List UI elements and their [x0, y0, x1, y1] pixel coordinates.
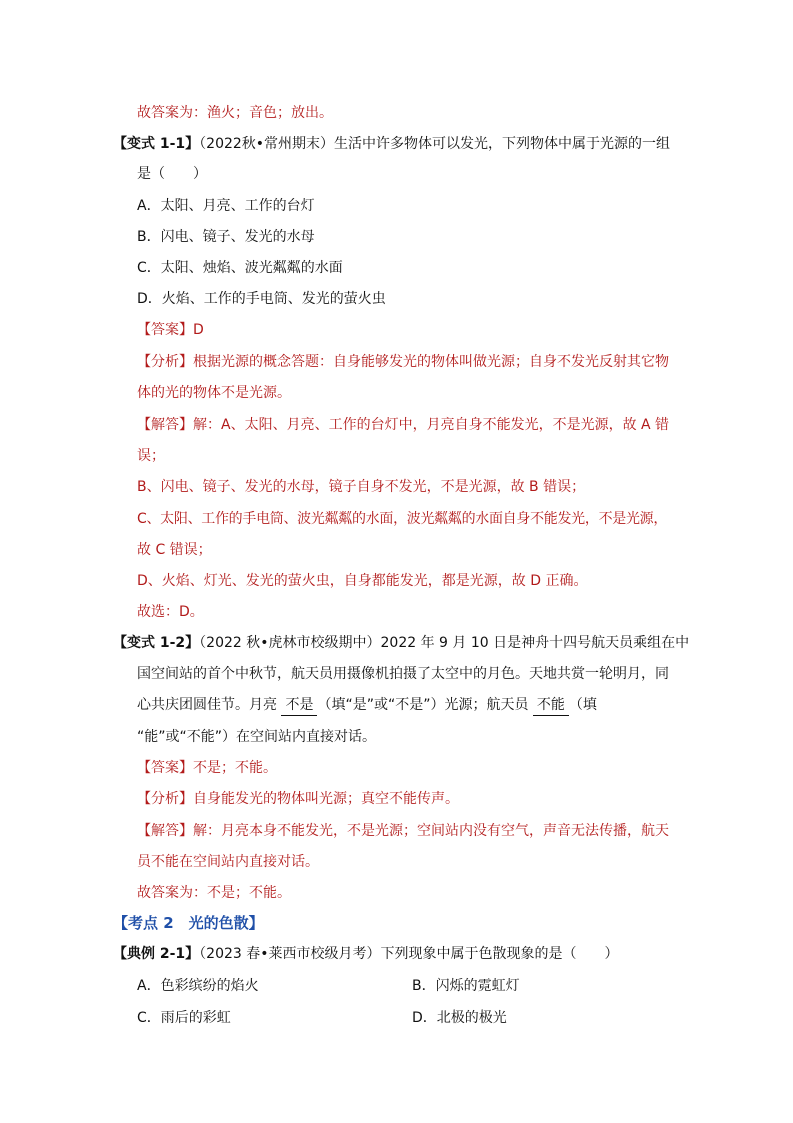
question-text: （2022秋•常州期末）生活中许多物体可以发光，下列物体中属于光源的一组 [199, 136, 671, 152]
question-1-2-line-4: “能”或“不能”）在空间站内直接对话。 [137, 729, 377, 745]
question-text: （2022 秋•虎林市校级期中）2022 年 9 月 10 日是神舟十四号航天员乘组在中 [199, 635, 690, 651]
solution-line [137, 821, 669, 841]
text-segment: 心共庆团圆佳节。月亮 [137, 697, 282, 713]
solution-line-2: 误； [137, 448, 165, 464]
question-1-2-line-2: 国空间站的首个中秋节，航天员用摄像机拍摄了太空中的月色。天地共赏一轮明月，同 [137, 666, 669, 682]
prev-answer-line: 故答案为：渔火；音色；放出。 [137, 105, 333, 121]
answer-line [137, 758, 277, 778]
option-c: C．雨后的彩虹 [137, 1010, 231, 1026]
analysis-tag: 【分析】 [137, 354, 193, 370]
blank-answer-1: 不是 [281, 695, 317, 716]
option-d: D．北极的极光 [412, 1010, 507, 1026]
section-heading: 【考点 2 光的色散】 [113, 914, 264, 932]
answer-value: D [193, 322, 204, 338]
analysis-line-cont: 体的光的物体不是光源。 [137, 385, 291, 401]
text-segment: （填“是”或“不是”）光源；航天员 [317, 697, 533, 713]
solution-text: 解：月亮本身不能发光，不是光源；空间站内没有空气，声音无法传播，航天 [193, 823, 669, 839]
solution-line-6: D、火焰、灯光、发光的萤火虫，自身都能发光，都是光源，故 D 正确。 [137, 573, 588, 589]
analysis-text: 根据光源的概念答题：自身能够发光的物体叫做光源；自身不发光反射其它物 [193, 354, 669, 370]
answer-tag: 【答案】 [137, 322, 193, 338]
option-c: C．太阳、烛焰、波光粼粼的水面 [137, 260, 343, 276]
question-2-1-stem [113, 944, 619, 964]
question-tag: 【典例 2-1】 [113, 946, 200, 962]
question-1-2-stem [113, 633, 689, 653]
blank-answer-2: 不能 [533, 695, 569, 716]
solution-line-2: 员不能在空间站内直接对话。 [137, 854, 319, 870]
answer-line [137, 320, 204, 340]
final-choice: 故选：D。 [137, 604, 204, 620]
solution-line-5: 故 C 错误； [137, 542, 212, 558]
option-b: B．闪电、镜子、发光的水母 [137, 229, 315, 245]
question-tag: 【变式 1-2】 [113, 635, 200, 651]
option-a: A．太阳、月亮、工作的台灯 [137, 198, 315, 214]
question-tag: 【变式 1-1】 [113, 136, 200, 152]
answer-value: 不是；不能。 [193, 760, 277, 776]
question-text: （2023 春•莱西市校级月考）下列现象中属于色散现象的是（ ） [199, 946, 619, 962]
solution-line-3: B、闪电、镜子、发光的水母，镜子自身不发光，不是光源，故 B 错误； [137, 479, 586, 495]
option-b: B．闪烁的霓虹灯 [412, 978, 520, 994]
solution-tag: 【解答】 [137, 417, 193, 433]
solution-line [137, 415, 669, 435]
option-a: A．色彩缤纷的焰火 [137, 978, 259, 994]
text-segment: （填 [568, 697, 597, 713]
analysis-tag: 【分析】 [137, 791, 193, 807]
analysis-line [137, 352, 669, 372]
solution-text: 解：A、太阳、月亮、工作的台灯中，月亮自身不能发光，不是光源，故 A 错 [193, 417, 670, 433]
answer-tag: 【答案】 [137, 760, 193, 776]
question-1-1-stem [113, 134, 670, 154]
question-1-1-stem-cont: 是（ ） [137, 166, 207, 182]
question-1-2-line-3 [137, 695, 597, 716]
analysis-text: 自身能发光的物体叫光源；真空不能传声。 [193, 791, 459, 807]
solution-line-4: C、太阳、工作的手电筒、波光粼粼的水面，波光粼粼的水面自身不能发光，不是光源， [137, 511, 668, 527]
solution-tag: 【解答】 [137, 823, 193, 839]
analysis-line [137, 789, 459, 809]
final-answer: 故答案为：不是；不能。 [137, 885, 291, 901]
option-d: D．火焰、工作的手电筒、发光的萤火虫 [137, 291, 386, 307]
